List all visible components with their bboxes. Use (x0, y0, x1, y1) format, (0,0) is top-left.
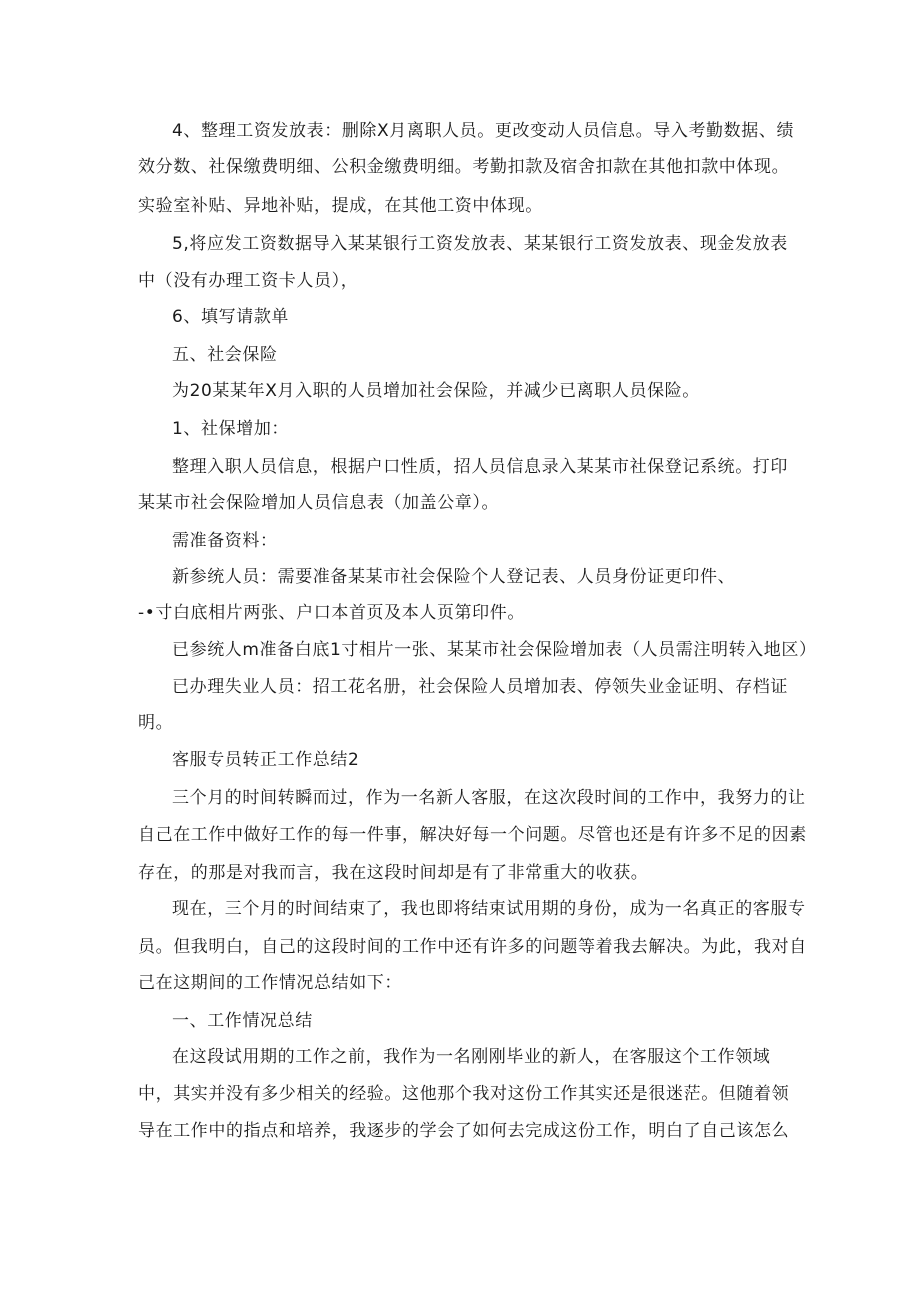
text-line: 已办理失业人员：招工花名册，社会保险人员增加表、停领失业金证明、存档证 (172, 677, 788, 697)
text-line: 4、整理工资发放表：删除X月离职人员。更改变动人员信息。导入考勤数据、绩 (172, 121, 795, 141)
section-heading: 一、工作情况总结 (172, 1011, 313, 1031)
text-line: -•寸白底相片两张、户口本首页及本人页第印件。 (138, 603, 525, 623)
text-line: 实验室补贴、异地补贴，提成，在其他工资中体现。 (138, 196, 543, 216)
text-line: 己在这期间的工作情况总结如下： (138, 973, 402, 993)
text-line: 导在工作中的指点和培养，我逐步的学会了如何去完成这份工作，明白了自己该怎么 (138, 1121, 790, 1141)
text-line: 整理入职人员信息，根据户口性质，招人员信息录入某某市社保登记系统。打印 (172, 457, 788, 477)
text-line: 1、社保增加： (172, 419, 290, 439)
text-line: 某某市社会保险增加人员信息表（加盖公章）。 (138, 493, 500, 513)
text-line: 5,将应发工资数据导入某某银行工资发放表、某某银行工资发放表、现金发放表 (172, 234, 788, 254)
text-line: 已参统人m准备白底1寸相片一张、某某市社会保险增加表（人员需注明转入地区） (172, 640, 817, 660)
text-line: 中，其实并没有多少相关的经验。这他那个我对这份工作其实还是很迷茫。但随着领 (138, 1084, 790, 1104)
text-line: 存在，的那是对我而言，我在这段时间却是有了非常重大的收获。 (138, 863, 649, 883)
text-line: 在这段试用期的工作之前，我作为一名刚刚毕业的新人，在客服这个工作领域 (172, 1047, 771, 1067)
text-line: 现在，三个月的时间结束了，我也即将结束试用期的身份，成为一名真正的客服专 (172, 899, 806, 919)
text-line: 自己在工作中做好工作的每一件事，解决好每一个问题。尽管也还是有许多不足的因素 (138, 825, 807, 845)
section-heading: 客服专员转正工作总结2 (172, 750, 360, 770)
text-line: 新参统人员：需要准备某某市社会保险个人登记表、人员身份证更印件、 (172, 567, 736, 587)
text-line: 效分数、社保缴费明细、公积金缴费明细。考勤扣款及宿舍扣款在其他扣款中体现。 (138, 157, 790, 177)
text-line: 明。 (138, 713, 174, 733)
text-line: 中（没有办理工资卡人员）， (138, 271, 359, 291)
text-line: 需准备资料： (172, 531, 278, 551)
text-line: 6、填写请款单 (172, 307, 290, 327)
section-heading: 五、社会保险 (172, 345, 278, 365)
text-line: 员。但我明白，自己的这段时间的工作中还有许多的问题等着我去解决。为此，我对自 (138, 937, 807, 957)
text-line: 三个月的时间转瞬而过，作为一名新人客服，在这次段时间的工作中，我努力的让 (172, 788, 806, 808)
text-line: 为20某某年X月入职的人员增加社会保险，并减少已离职人员保险。 (172, 381, 700, 401)
